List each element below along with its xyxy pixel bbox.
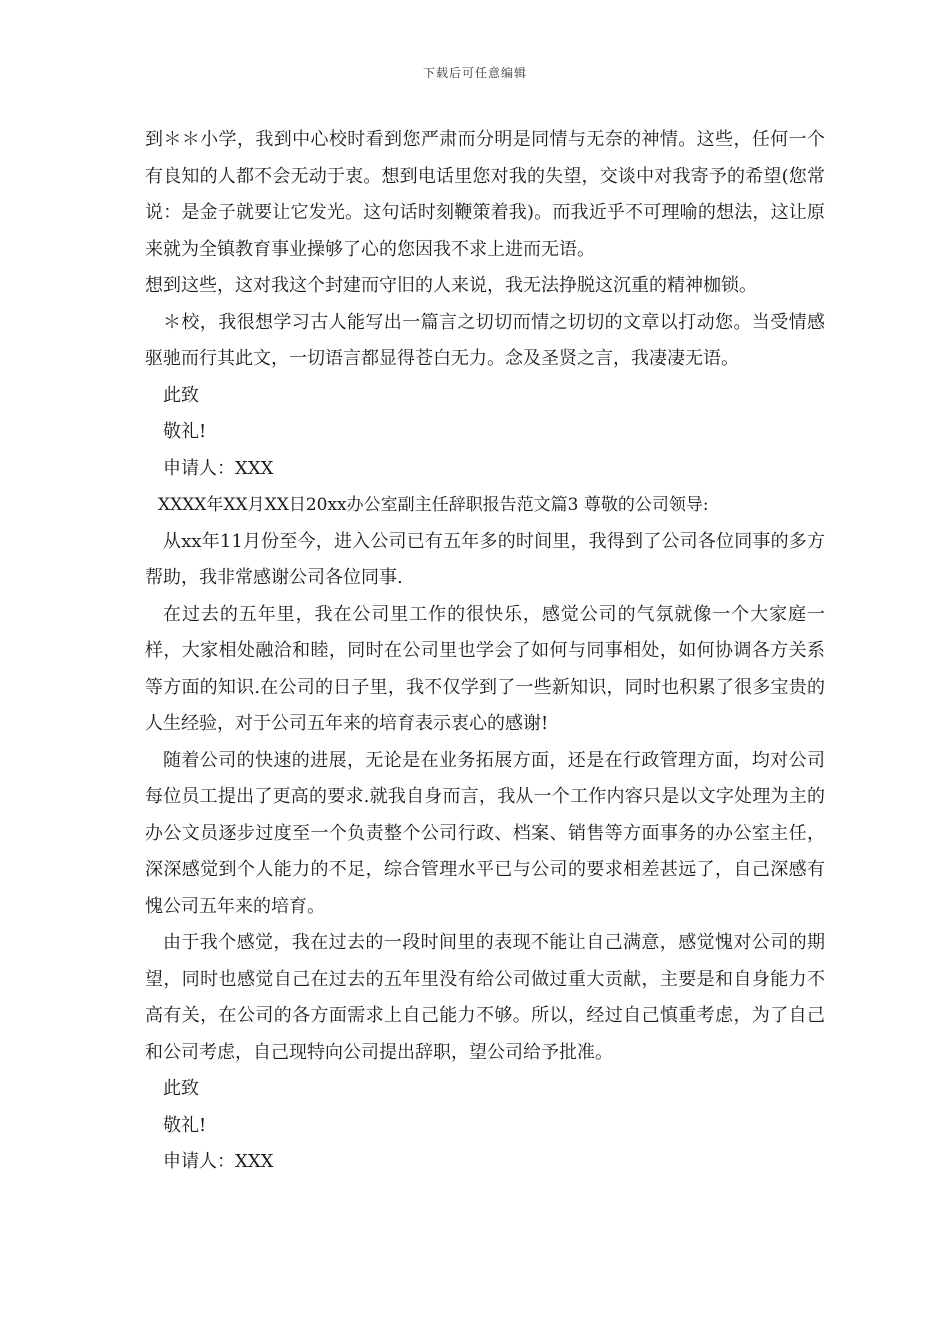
paragraph-4: 从xx年11月份至今，进入公司已有五年多的时间里，我得到了公司各位同事的多方帮助，我非常感谢公司各位同事. (145, 530, 825, 588)
signer-2: 申请人：XXX (163, 1151, 274, 1172)
closing-1: 此致 (163, 384, 199, 406)
paragraph-2: 想到这些，这对我这个封建而守旧的人来说，我无法挣脱这沉重的精神枷锁。 (145, 275, 757, 296)
closing-2: 此致 (163, 1078, 199, 1099)
paragraph-7: 由于我个感觉，我在过去的一段时间里的表现不能让自己满意，感觉愧对公司的期望，同时也感觉自己在过去的五年里没有给公司做过重大贡献，主要是和自身能力不高有关，在公司的各方面需求上自己能力不够。所以，经过自己慎重考虑，为了自己和公司考虑，自己现特向公司提出辞职，望公司给予批准。 (145, 932, 825, 1063)
document-body (145, 122, 825, 1181)
paragraph-3: ＊校，我很想学习古人能写出一篇言之切切而情之切切的文章以打动您。当受情感驱驰而行其此文，一切语言都显得苍白无力。念及圣贤之言，我凄凄无语。 (145, 311, 825, 369)
report-title-line: XXXX年XX月XX日20xx办公室副主任辞职报告范文篇3 尊敬的公司领导: (158, 495, 709, 515)
salutation-1: 敬礼! (163, 421, 207, 442)
page-header: 下载后可任意编辑 (422, 66, 527, 80)
paragraph-1: 到＊＊小学，我到中心校时看到您严肃而分明是同情与无奈的神情。这些，任何一个有良知的人都不会无动于衷。想到电话里您对我的失望，交谈中对我寄予的希望(您常说：是金子就要让它发光。这句话时刻鞭策着我)。而我近乎不可理喻的想法，这让原来就为全镇教育事业操够了心的您因我不求上进而无语。 (145, 129, 825, 260)
signer-1: 申请人：XXX (163, 457, 274, 479)
paragraph-6: 随着公司的快速的进展，无论是在业务拓展方面，还是在行政管理方面，均对公司每位员工提出了更高的要求.就我自身而言，我从一个工作内容只是以文字处理为主的办公文员逐步过度至一个负责整个公司行政、档案、销售等方面事务的办公室主任，深深感觉到个人能力的不足，综合管理水平已与公司的要求相差甚远了，自己深感有愧公司五年来的培育。 (145, 749, 825, 917)
paragraph-5: 在过去的五年里，我在公司里工作的很快乐，感觉公司的气氛就像一个大家庭一样，大家相处融洽和睦，同时在公司里也学会了如何与同事相处，如何协调各方关系等方面的知识.在公司的日子里，我不仅学到了一些新知识，同时也积累了很多宝贵的人生经验，对于公司五年来的培育表示衷心的感谢! (145, 603, 825, 734)
salutation-2: 敬礼! (163, 1114, 207, 1136)
